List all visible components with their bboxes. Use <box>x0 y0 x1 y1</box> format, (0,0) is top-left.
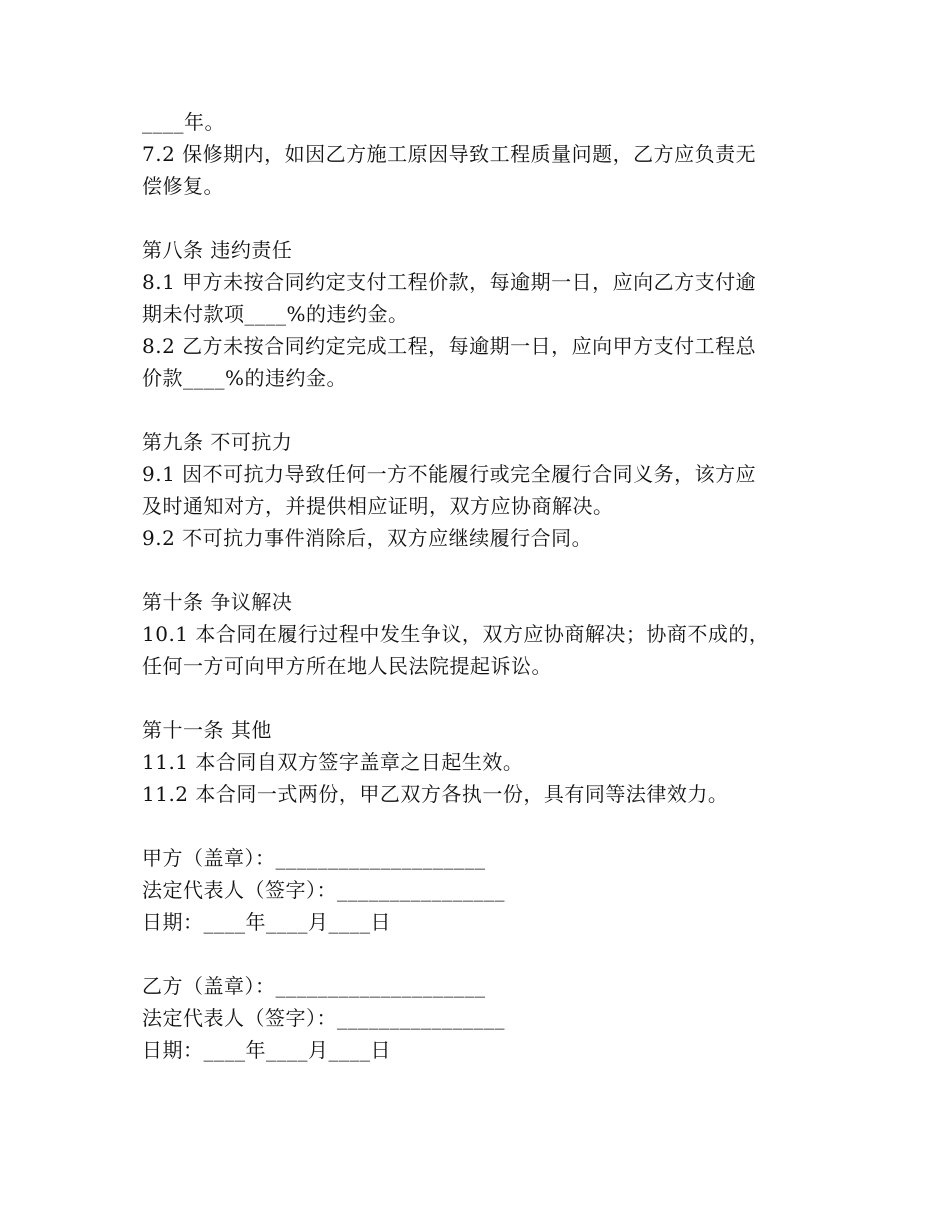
clause-8-1-line-1: 8.1 甲方未按合同约定支付工程价款，每逾期一日，应向乙方支付逾 <box>142 270 757 294</box>
clause-9-2: 9.2 不可抗力事件消除后，双方应继续履行合同。 <box>142 526 593 550</box>
clause-10-1-line-1: 10.1 本合同在履行过程中发生争议，双方应协商解决；协商不成的， <box>142 622 770 646</box>
party-a-representative-field: 法定代表人（签字）：________________ <box>142 878 505 902</box>
section-gap <box>142 554 802 586</box>
article-10-heading: 第十条 争议解决 <box>142 590 293 614</box>
clause-7-2-line-1: 7.2 保修期内，如因乙方施工原因导致工程质量问题，乙方应负责无 <box>142 142 757 166</box>
section-gap <box>142 682 802 714</box>
party-a-date-field: 日期：____年____月____日 <box>142 910 391 934</box>
section-gap <box>142 810 802 842</box>
section-gap <box>142 938 802 970</box>
article-9-heading: 第九条 不可抗力 <box>142 430 293 454</box>
clause-11-1: 11.1 本合同自双方签字盖章之日起生效。 <box>142 750 524 774</box>
article-11-heading: 第十一条 其他 <box>142 718 272 742</box>
clause-10-1-line-2: 任何一方可向甲方所在地人民法院提起诉讼。 <box>142 654 552 678</box>
clause-8-2-line-2: 价款____%的违约金。 <box>142 366 348 390</box>
warranty-period-tail: ____年。 <box>142 110 225 134</box>
party-a-seal-field: 甲方（盖章）：____________________ <box>142 846 486 870</box>
clause-9-1-line-2: 及时通知对方，并提供相应证明，双方应协商解决。 <box>142 494 614 518</box>
clause-11-2: 11.2 本合同一式两份，甲乙双方各执一份，具有同等法律效力。 <box>142 782 729 806</box>
clause-8-2-line-1: 8.2 乙方未按合同约定完成工程，每逾期一日，应向甲方支付工程总 <box>142 334 757 358</box>
section-gap <box>142 202 802 234</box>
clause-8-1-line-2: 期未付款项____%的违约金。 <box>142 302 409 326</box>
contract-page <box>142 106 802 1066</box>
party-b-representative-field: 法定代表人（签字）：________________ <box>142 1006 505 1030</box>
section-gap <box>142 394 802 426</box>
party-b-date-field: 日期：____年____月____日 <box>142 1038 391 1062</box>
party-b-seal-field: 乙方（盖章）：____________________ <box>142 974 486 998</box>
clause-7-2-line-2: 偿修复。 <box>142 174 224 198</box>
article-8-heading: 第八条 违约责任 <box>142 238 293 262</box>
clause-9-1-line-1: 9.1 因不可抗力导致任何一方不能履行或完全履行合同义务，该方应 <box>142 462 757 486</box>
